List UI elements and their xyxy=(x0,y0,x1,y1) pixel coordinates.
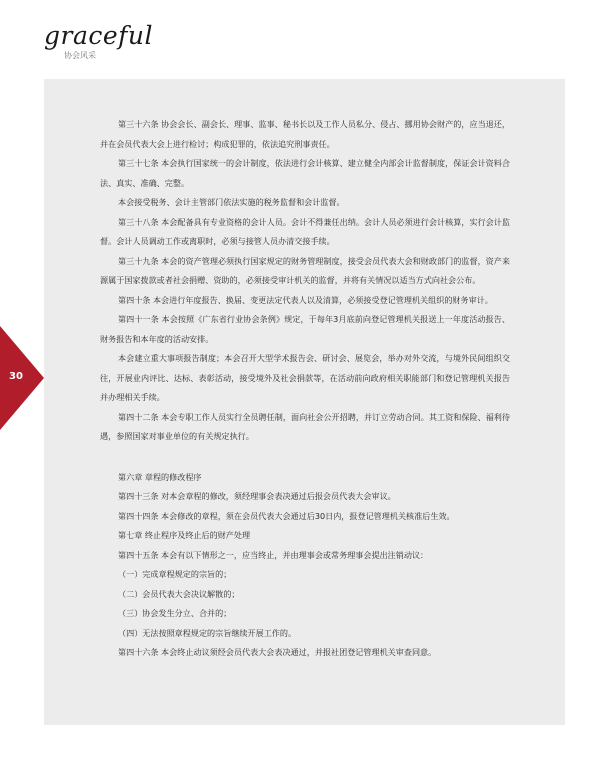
brand-title: graceful xyxy=(44,21,154,50)
brand-subtitle: 协会风采 xyxy=(64,51,96,60)
paragraph-article-46: 第四十六条 本会终止动议须经会员代表大会表决通过，并报社团登记管理机关审查同意。 xyxy=(118,647,437,657)
paragraph-article-36: 第三十六条 协会会长、副会长、理事、监事、秘书长以及工作人员私分、侵占、挪用协会财产的，应当退还，并在会员代表大会上进行检讨；构成犯罪的，依法追究刑事责任。 xyxy=(100,119,510,149)
paragraph-article-41: 第四十一条 本会按照《广东省行业协会条例》规定，于每年3月底前向登记管理机关报送上一年度活动报告、财务报告和本年度的活动安排。 xyxy=(100,314,510,344)
paragraph-article-44: 第四十四条 本会修改的章程，须在会员代表大会通过后30日内，报登记管理机关核准后生效。 xyxy=(118,510,455,521)
list-item-4: （四）无法按照章程规定的宗旨继续开展工作的。 xyxy=(118,627,297,638)
brand-logo xyxy=(44,21,154,60)
paragraph-article-39: 第三十九条 本会的资产管理必须执行国家规定的财务管理制度，接受会员代表大会和财政部门的监督，资产来源属于国家拨款或者社会捐赠、资助的，必须接受审计机关的监督，并将有关情况以适当方式向社会公布。 xyxy=(100,255,510,285)
paragraph-article-45: 第四十五条 本会有以下情形之一，应当终止，并由理事会或常务理事会提出注销动议： xyxy=(118,549,429,560)
paragraph-article-43: 第四十三条 对本会章程的修改，须经理事会表决通过后报会员代表大会审议。 xyxy=(118,491,396,501)
chapter-6-heading: 第六章 章程的修改程序 xyxy=(118,471,202,482)
page-number: 30 xyxy=(9,371,23,382)
paragraph-article-37: 第三十七条 本会执行国家统一的会计制度，依法进行会计核算、建立健全内部会计监督制度，保证会计资料合法、真实、准确、完整。 xyxy=(100,158,510,188)
paragraph-article-42: 第四十二条 本会专职工作人员实行全员聘任制，面向社会公开招聘，并订立劳动合同。其工资和保险、福利待遇，参照国家对事业单位的有关规定执行。 xyxy=(100,411,510,441)
chapter-7-heading: 第七章 终止程序及终止后的财产处理 xyxy=(118,530,251,540)
paragraph-article-40: 第四十条 本会进行年度报告、换届、变更法定代表人以及清算，必须接受登记管理机关组织的财务审计。 xyxy=(118,294,493,305)
document-body xyxy=(100,115,510,663)
list-item-1: （一）完成章程规定的宗旨的； xyxy=(118,569,232,579)
paragraph-tax-supervision: 本会接受税务、会计主管部门依法实施的税务监督和会计监督。 xyxy=(118,197,345,207)
list-item-2: （二）会员代表大会决议解散的； xyxy=(118,588,240,599)
section-gap xyxy=(100,447,510,468)
paragraph-article-38: 第三十八条 本会配备具有专业资格的会计人员。会计不得兼任出纳。会计人员必须进行会计核算，实行会计监督。会计人员调动工作或离职时，必须与接管人员办清交接手续。 xyxy=(100,216,510,246)
list-item-3: （三）协会发生分立、合并的； xyxy=(118,608,232,618)
paragraph-report-system: 本会建立重大事项报告制度；本会召开大型学术报告会、研讨会、展览会，举办对外交流，与境外民间组织交往，开展业内评比、达标、表彰活动，接受境外及社会捐款等，在活动前向政府相关职能部门和登记管理机关报告并办理相关手续。 xyxy=(100,353,510,402)
